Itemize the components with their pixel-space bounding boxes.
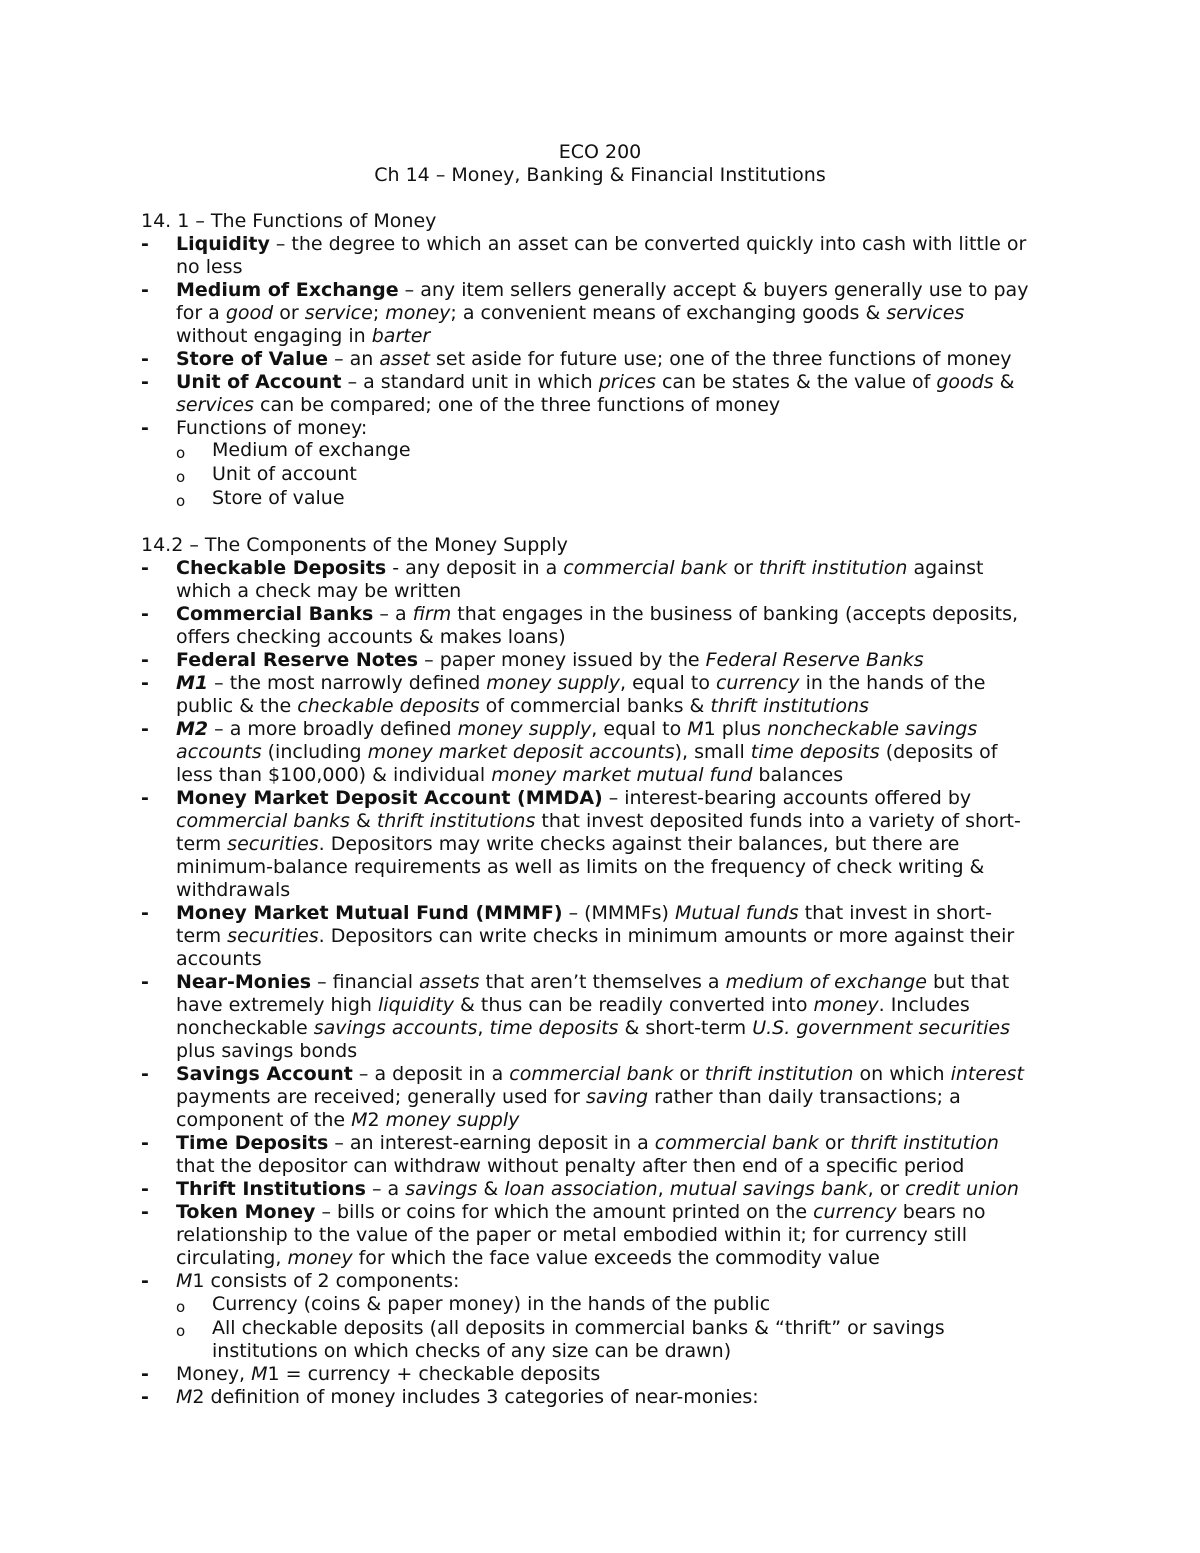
dash-marker: - [141,787,149,809]
term-mmmf-cont: term securities. Depositors can write checks in minimum amounts or more against their [176,925,1015,947]
term-store-of-value: Store of Value – an asset set aside for future use; one of the three functions of money [176,348,1012,370]
term-near-monies: Near-Monies – financial assets that aren’t themselves a medium of exchange but that [176,971,1010,993]
m1-component-item: All checkable deposits (all deposits in commercial banks & “thrift” or savings [212,1317,945,1339]
dash-marker: - [141,1201,149,1223]
term-checkable-deposits-cont: which a check may be written [176,580,462,602]
m1-component-item: Currency (coins & paper money) in the hands of the public [212,1293,771,1315]
term-thrift-institutions: Thrift Institutions – a savings & loan association, mutual savings bank, or credit union [176,1178,1019,1200]
dash-marker: - [141,557,149,579]
term-unit-of-account-cont: services can be compared; one of the three functions of money [176,394,781,416]
dash-marker: - [141,649,149,671]
dash-marker: - [141,603,149,625]
dash-marker: - [141,1063,149,1085]
term-commercial-banks: Commercial Banks – a firm that engages in the business of banking (accepts deposits, [176,603,1019,625]
dash-marker: - [141,718,149,740]
function-item: Store of value [212,487,345,509]
course-title: ECO 200 [558,141,642,163]
dash-marker: - [141,279,149,301]
term-near-monies-cont: have extremely high liquidity & thus can be readily converted into money. Includes [176,994,970,1016]
term-federal-reserve-notes: Federal Reserve Notes – paper money issued by the Federal Reserve Banks [176,649,924,671]
money-equation: Money, M1 = currency + checkable deposits [176,1363,601,1385]
term-mmda: Money Market Deposit Account (MMDA) – interest-bearing accounts offered by [176,787,972,809]
term-m2: M2 – a more broadly defined money supply, equal to M1 plus noncheckable savings [176,718,978,740]
term-token-money-cont2: circulating, money for which the face value exceeds the commodity value [176,1247,880,1269]
term-mmda-cont4: withdrawals [176,879,291,901]
dash-marker: - [141,417,149,439]
term-mmmf: Money Market Mutual Fund (MMMF) – (MMMFs) Mutual funds that invest in short- [176,902,992,924]
function-item: Medium of exchange [212,439,411,461]
term-time-deposits-cont: that the depositor can withdraw without penalty after then end of a specific period [176,1155,965,1177]
term-mmda-cont: commercial banks & thrift institutions that invest deposited funds into a variety of short- [176,810,1021,832]
term-mmda-cont3: minimum-balance requirements as well as limits on the frequency of check writing & [176,856,985,878]
term-time-deposits: Time Deposits – an interest-earning deposit in a commercial bank or thrift institution [176,1132,999,1154]
m1-components-label: M1 consists of 2 components: [176,1270,460,1292]
dash-marker: - [141,971,149,993]
term-near-monies-cont2: noncheckable savings accounts, time deposits & short-term U.S. government securities [176,1017,1010,1039]
dash-marker: - [141,902,149,924]
dash-marker: - [141,233,149,255]
term-mmda-cont2: term securities. Depositors may write checks against their balances, but there are [176,833,960,855]
circle-marker: o [176,444,186,462]
dash-marker: - [141,1132,149,1154]
m2-definition: M2 definition of money includes 3 categories of near-monies: [176,1386,759,1408]
dash-marker: - [141,1270,149,1292]
term-m1: M1 – the most narrowly defined money supply, equal to currency in the hands of the [176,672,986,694]
term-m2-cont2: less than $100,000) & individual money market mutual fund balances [176,764,844,786]
term-unit-of-account: Unit of Account – a standard unit in which prices can be states & the value of goods & [176,371,1015,393]
term-m2-cont: accounts (including money market deposit accounts), small time deposits (deposits of [176,741,998,763]
section-heading-14-1: 14. 1 – The Functions of Money [141,210,437,232]
function-item: Unit of account [212,463,357,485]
term-liquidity-cont: no less [176,256,243,278]
term-commercial-banks-cont: offers checking accounts & makes loans) [176,626,566,648]
term-token-money: Token Money – bills or coins for which the amount printed on the currency bears no [176,1201,986,1223]
section-heading-14-2: 14.2 – The Components of the Money Supply [141,534,568,556]
term-checkable-deposits: Checkable Deposits - any deposit in a commercial bank or thrift institution against [176,557,984,579]
circle-marker: o [176,492,186,510]
dash-marker: - [141,1178,149,1200]
circle-marker: o [176,468,186,486]
term-near-monies-cont3: plus savings bonds [176,1040,358,1062]
term-medium-of-exchange: Medium of Exchange – any item sellers generally accept & buyers generally use to pay [176,279,1029,301]
term-savings-account-cont: payments are received; generally used for saving rather than daily transactions; a [176,1086,961,1108]
term-medium-of-exchange-cont2: without engaging in barter [176,325,431,347]
term-savings-account-cont2: component of the M2 money supply [176,1109,520,1131]
term-token-money-cont: relationship to the value of the paper or metal embodied within it; for currency still [176,1224,967,1246]
chapter-title: Ch 14 – Money, Banking & Financial Institutions [374,164,826,186]
term-mmmf-cont2: accounts [176,948,262,970]
dash-marker: - [141,1363,149,1385]
dash-marker: - [141,371,149,393]
functions-label: Functions of money: [176,417,368,439]
term-liquidity: Liquidity – the degree to which an asset can be converted quickly into cash with little or [176,233,1027,255]
dash-marker: - [141,1386,149,1408]
circle-marker: o [176,1322,186,1340]
term-savings-account: Savings Account – a deposit in a commercial bank or thrift institution on which interest [176,1063,1024,1085]
dash-marker: - [141,672,149,694]
m1-component-item-cont: institutions on which checks of any size can be drawn) [212,1340,732,1362]
circle-marker: o [176,1298,186,1316]
dash-marker: - [141,348,149,370]
term-medium-of-exchange-cont: for a good or service; money; a convenient means of exchanging goods & services [176,302,965,324]
term-m1-cont: public & the checkable deposits of commercial banks & thrift institutions [176,695,869,717]
